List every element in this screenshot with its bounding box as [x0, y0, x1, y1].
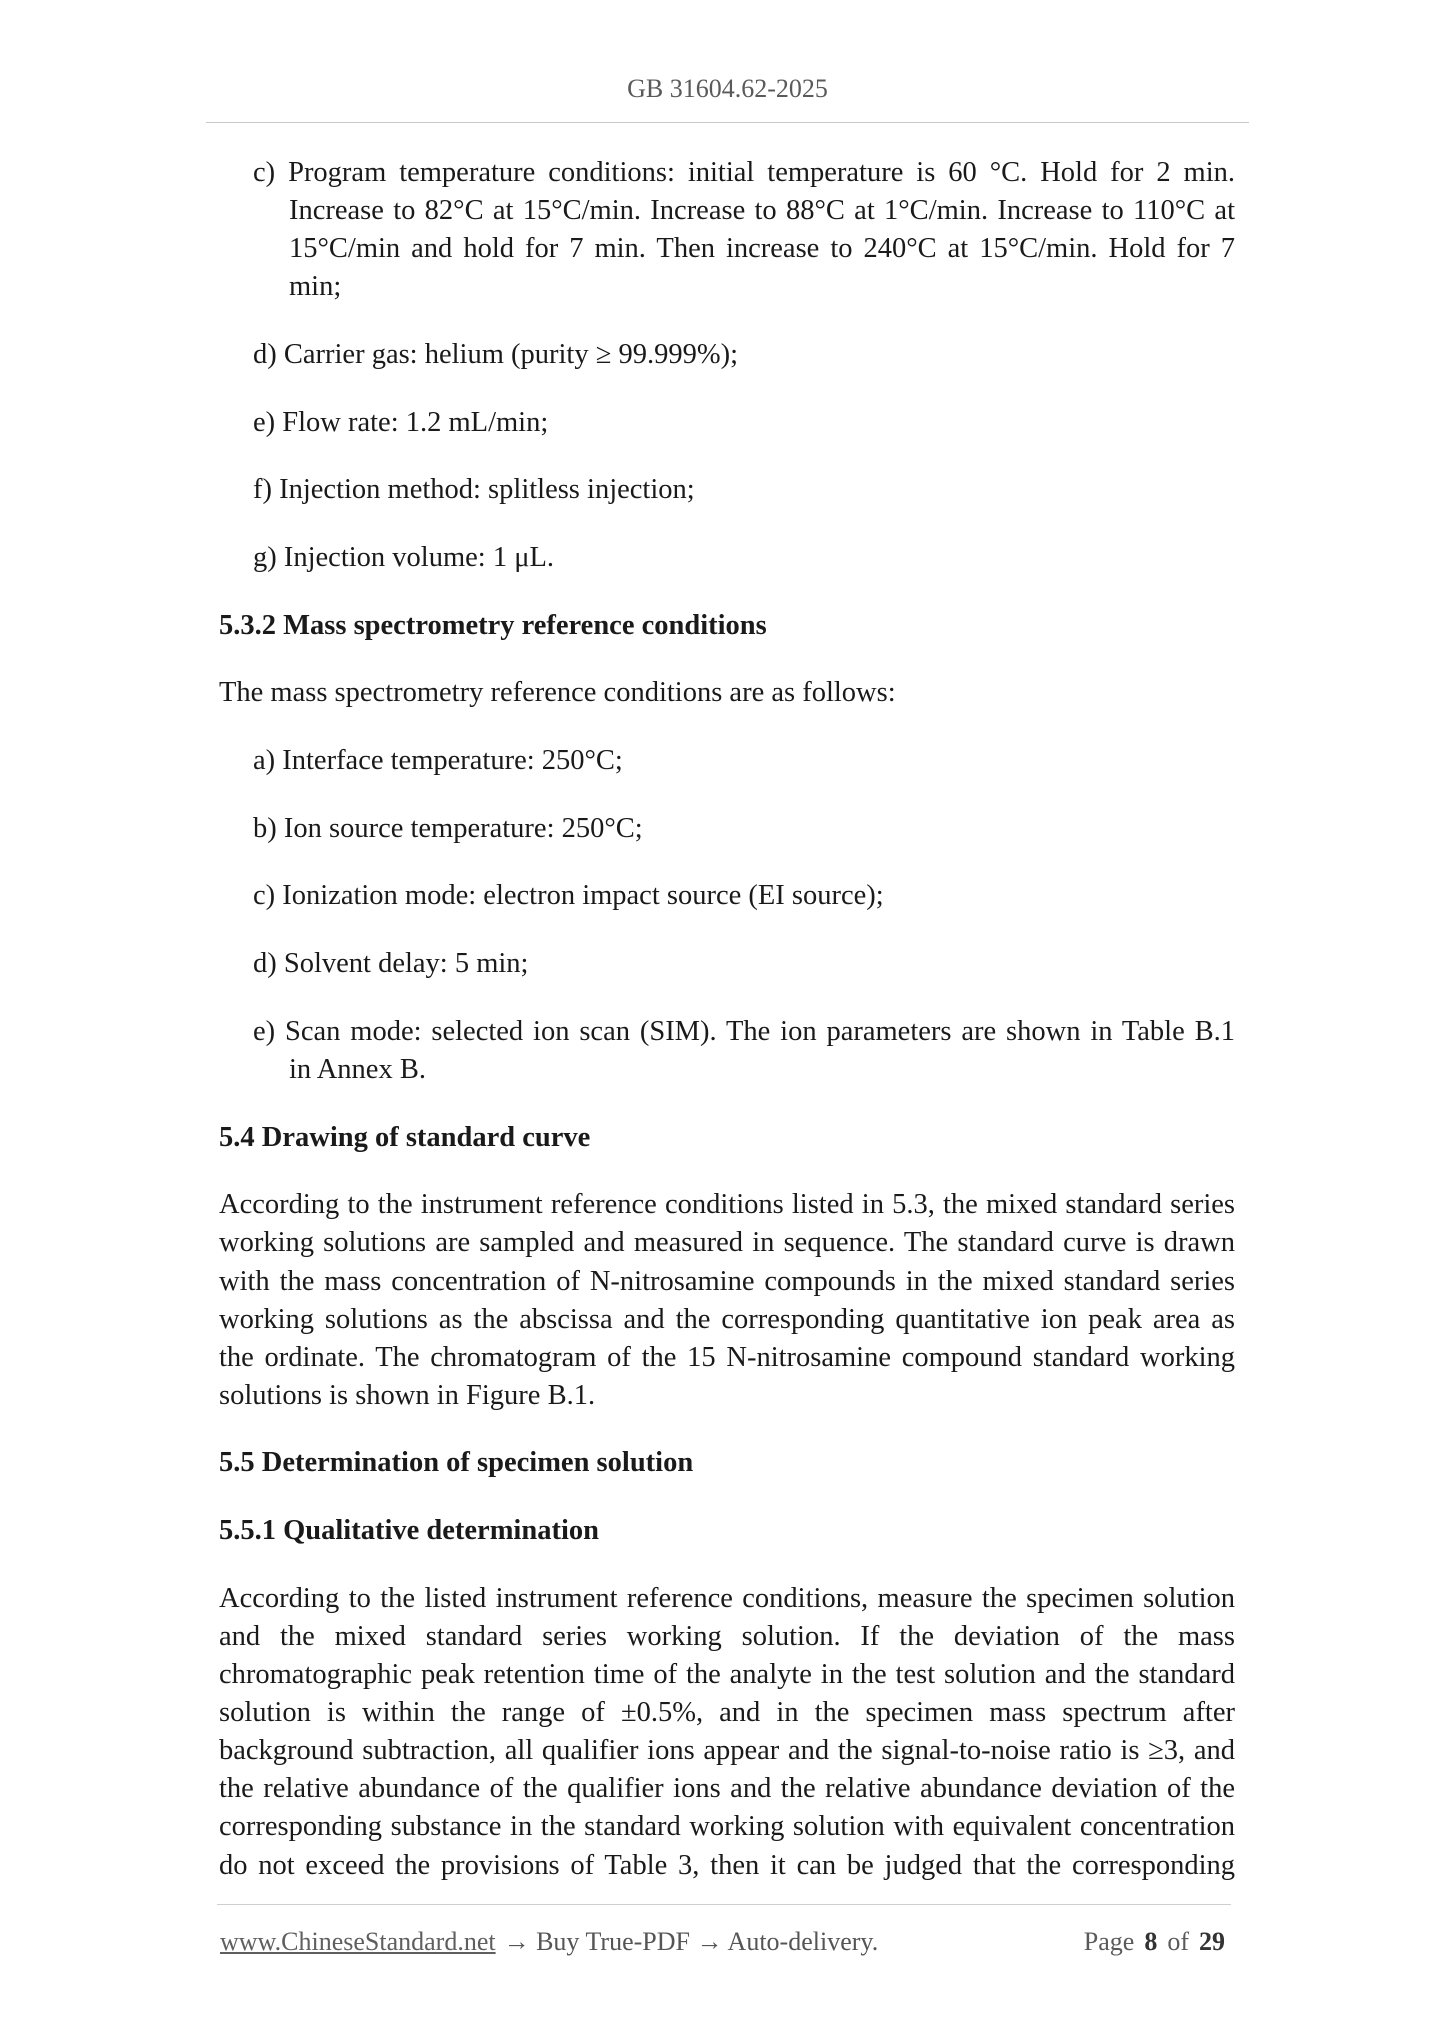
text-line: do not exceed the provisions of Table 3, then it can be judged that the corresponding: [219, 1849, 1235, 1881]
text-line: working solutions as the abscissa and the corresponding quantitative ion peak area as: [219, 1303, 1235, 1335]
text-line: e) Flow rate: 1.2 mL/min;: [253, 406, 549, 438]
text-line: the relative abundance of the qualifier ions and the relative abundance deviation of the: [219, 1773, 1235, 1805]
text-line: d) Solvent delay: 5 min;: [253, 948, 529, 980]
page-label: Page: [1083, 1927, 1135, 1956]
text-line: solutions is shown in Figure B.1.: [219, 1379, 596, 1411]
heading-text: 5.4 Drawing of standard curve: [219, 1121, 591, 1153]
text-line: working solutions are sampled and measured in sequence. The standard curve is drawn: [219, 1227, 1235, 1259]
text-line: chromatographic peak retention time of the analyte in the test solution and the standard: [219, 1659, 1235, 1691]
list-item-interface-temperature: [219, 742, 1235, 780]
list-item-scan-mode: [219, 1013, 1235, 1089]
section-heading-5-4: [219, 1119, 1235, 1157]
list-item-carrier-gas: [219, 336, 1235, 374]
text-line: d) Carrier gas: helium (purity ≥ 99.999%);: [253, 338, 738, 370]
page-of-label: of: [1167, 1927, 1189, 1956]
text-line: solution is within the range of ±0.5%, and in the specimen mass spectrum after: [219, 1697, 1235, 1729]
page-total-number: 29: [1199, 1927, 1225, 1956]
list-item-solvent-delay: [219, 945, 1235, 983]
text-line: e) Scan mode: selected ion scan (SIM). The ion parameters are shown in Table B.1: [253, 1015, 1235, 1047]
heading-text: 5.5 Determination of specimen solution: [219, 1447, 694, 1479]
heading-text: 5.3.2 Mass spectrometry reference conditions: [219, 609, 767, 641]
page-indicator: [1084, 1923, 1225, 1961]
list-item-ion-source-temperature: [219, 810, 1235, 848]
list-item-injection-method: [219, 471, 1235, 509]
page-footer: [220, 1923, 1225, 1961]
text-line: b) Ion source temperature: 250°C;: [253, 812, 643, 844]
footer-promo-text: → Buy True-PDF → Auto-delivery.: [503, 1927, 879, 1956]
text-line: and the mixed standard series working solution. If the deviation of the mass: [219, 1620, 1235, 1652]
footer-rule: [217, 1904, 1231, 1905]
text-line: The mass spectrometry reference conditions are as follows:: [219, 677, 896, 709]
text-line: corresponding substance in the standard working solution with equivalent concentration: [219, 1811, 1235, 1843]
text-line: According to the listed instrument reference conditions, measure the specimen solution: [219, 1582, 1235, 1614]
text-line: in Annex B.: [289, 1053, 426, 1085]
text-line: 15°C/min and hold for 7 min. Then increase to 240°C at 15°C/min. Hold for 7: [289, 233, 1235, 265]
list-item-injection-volume: [219, 539, 1235, 577]
text-line: c) Program temperature conditions: initial temperature is 60 °C. Hold for 2 min.: [253, 157, 1235, 188]
section-heading-5-3-2: [219, 607, 1235, 645]
list-item-flow-rate: [219, 404, 1235, 442]
text-line: g) Injection volume: 1 μL.: [253, 542, 555, 574]
text-line: Increase to 82°C at 15°C/min. Increase to 88°C at 1°C/min. Increase to 110°C at: [289, 195, 1235, 227]
section-heading-5-5-1: [219, 1512, 1235, 1550]
text-line: with the mass concentration of N-nitrosamine compounds in the mixed standard series: [219, 1265, 1235, 1297]
footer-website-link[interactable]: www.ChineseStandard.net: [220, 1927, 496, 1956]
list-item-ionization-mode: [219, 877, 1235, 915]
text-line: According to the instrument reference conditions listed in 5.3, the mixed standard series: [219, 1189, 1235, 1221]
page-body: [219, 154, 1235, 1914]
list-item-program-temperature: [219, 154, 1235, 306]
page-header-document-number: GB 31604.62-2025: [627, 74, 828, 103]
paragraph-5-5-1: [219, 1580, 1235, 1885]
text-line: f) Injection method: splitless injection;: [253, 474, 695, 506]
text-line: background subtraction, all qualifier ions appear and the signal-to-noise ratio is ≥3, and: [219, 1735, 1235, 1767]
text-line: the ordinate. The chromatogram of the 15 N-nitrosamine compound standard working: [219, 1341, 1235, 1373]
header-rule: [206, 122, 1249, 123]
text-line: min;: [289, 271, 342, 303]
page-current-number: 8: [1144, 1927, 1158, 1956]
footer-left: [220, 1923, 878, 1961]
section-heading-5-5: [219, 1444, 1235, 1482]
heading-text: 5.5.1 Qualitative determination: [219, 1515, 599, 1547]
paragraph-5-4: [219, 1186, 1235, 1415]
text-line: a) Interface temperature: 250°C;: [253, 745, 623, 777]
paragraph-5-3-2-intro: [219, 674, 1235, 712]
text-line: c) Ionization mode: electron impact source (EI source);: [253, 880, 884, 912]
